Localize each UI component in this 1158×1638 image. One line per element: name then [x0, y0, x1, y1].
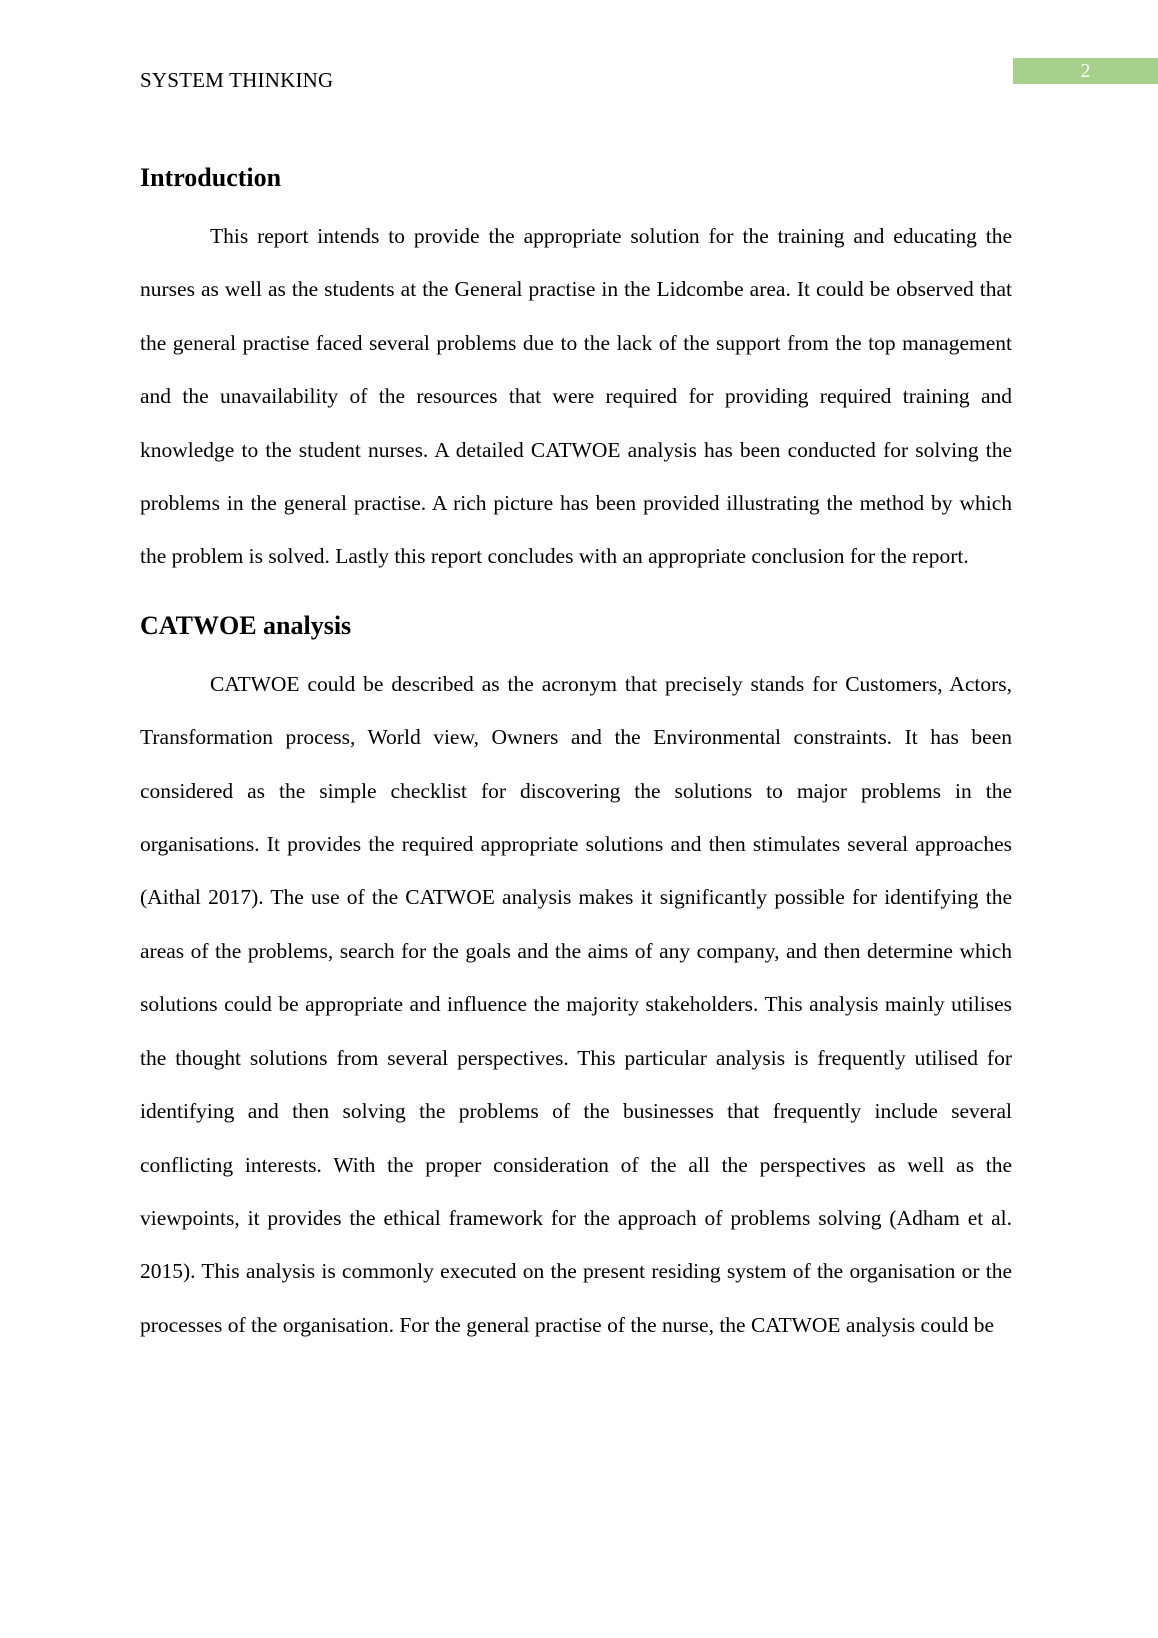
catwoe-section: [140, 606, 1012, 1352]
introduction-section: [140, 158, 1012, 584]
page-number: 2: [1013, 58, 1158, 84]
section-heading-catwoe: CATWOE analysis: [140, 610, 352, 640]
section-heading-introduction: Introduction: [140, 163, 282, 192]
running-head: SYSTEM THINKING: [140, 68, 334, 92]
introduction-paragraph: This report intends to provide the appropriate solution for the training and educating the nurses as well as the students at the General practise in the Lidcombe area. It could be observed that the general practise faced several problems due to the lack of the support from the top management and the unavailability of the resources that were required for providing required training and knowledge to the student nurses. A detailed CATWOE analysis has been conducted for solving the problems in the general practise. A rich picture has been provided illustrating the method by which the problem is solved. Lastly this report concludes with an appropriate conclusion for the report.: [140, 224, 1012, 569]
catwoe-paragraph: CATWOE could be described as the acronym that precisely stands for Customers, Actors, Transformation process, World view, Owners and the Environmental constraints. It has been considered as the simple checklist for discovering the solutions to major problems in the organisations. It provides the required appropriate solutions and then stimulates several approaches (Aithal 2017). The use of the CATWOE analysis makes it significantly possible for identifying the areas of the problems, search for the goals and the aims of any company, and then determine which solutions could be appropriate and influence the majority stakeholders. This analysis mainly utilises the thought solutions from several perspectives. This particular analysis is frequently utilised for identifying and then solving the problems of the businesses that frequently include several conflicting interests. With the proper consideration of the all the perspectives as well as the viewpoints, it provides the ethical framework for the approach of problems solving (Adham et al. 2015). This analysis is commonly executed on the present residing system of the organisation or the processes of the organisation. For the general practise of the nurse, the CATWOE analysis could be: [140, 671, 1012, 1337]
document-body: [140, 158, 1012, 1352]
